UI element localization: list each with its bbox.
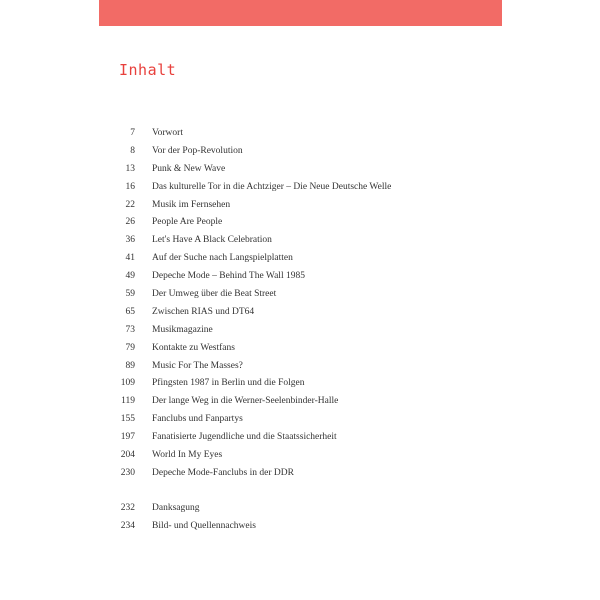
toc-page-number: 36: [125, 235, 135, 246]
toc-entry-title: Musikmagazine: [152, 324, 213, 335]
toc-entry: [99, 253, 502, 271]
toc-page-number: 8: [130, 145, 135, 156]
toc-entry: [99, 217, 502, 235]
toc-entry: [99, 396, 502, 414]
toc-entry-title: Danksagung: [152, 502, 200, 513]
toc-appendix-section: [99, 503, 502, 539]
toc-entry: [99, 503, 502, 521]
toc-page-number: 155: [120, 414, 135, 425]
toc-entry: [99, 146, 502, 164]
toc-entry: [99, 450, 502, 468]
toc-entry-title: Pfingsten 1987 in Berlin und die Folgen: [152, 378, 305, 389]
toc-page-number: 26: [125, 217, 135, 228]
toc-section-gap: [99, 486, 502, 503]
toc-page-number: 22: [125, 199, 135, 210]
toc-page-number: 79: [125, 342, 135, 353]
toc-page-number: 16: [125, 181, 135, 192]
toc-entry-title: Depeche Mode – Behind The Wall 1985: [152, 271, 305, 282]
toc-page-number: 109: [120, 378, 135, 389]
toc-entry: [99, 325, 502, 343]
toc-entry-title: Der lange Weg in die Werner-Seelenbinder-Halle: [152, 396, 339, 407]
toc-entry-title: Das kulturelle Tor in die Achtziger – Die Neue Deutsche Welle: [152, 181, 392, 192]
toc-entry: [99, 182, 502, 200]
toc-entry: [99, 307, 502, 325]
toc-page-number: 65: [125, 306, 135, 317]
toc-entry-title: Auf der Suche nach Langspielplatten: [152, 253, 293, 264]
toc-entry: [99, 521, 502, 539]
toc-page-number: 7: [130, 128, 135, 138]
toc-entry-title: Depeche Mode-Fanclubs in der DDR: [152, 467, 294, 478]
toc-entry-title: Fanclubs und Fanpartys: [152, 414, 243, 425]
toc-main-section: [99, 128, 502, 486]
toc-entry: [99, 128, 502, 146]
toc-entry-title: Musik im Fernsehen: [152, 199, 231, 210]
toc-page-number: 89: [125, 360, 135, 371]
toc-entry-title: Let's Have A Black Celebration: [152, 235, 272, 246]
toc-entry-title: People Are People: [152, 217, 223, 228]
toc-page-number: 230: [120, 467, 135, 478]
toc-heading: Inhalt: [119, 61, 177, 79]
toc-entry: [99, 361, 502, 379]
toc-entry: [99, 200, 502, 218]
toc-entry: [99, 289, 502, 307]
toc-entry-title: Music For The Masses?: [152, 360, 243, 371]
top-color-band: [99, 0, 502, 26]
toc-page-number: 13: [125, 163, 135, 174]
toc-entry: [99, 271, 502, 289]
toc-page-number: 59: [125, 289, 135, 300]
toc-entry-title: Kontakte zu Westfans: [152, 342, 235, 353]
toc-entry-title: Bild- und Quellennachweis: [152, 520, 256, 531]
toc-page-number: 119: [121, 396, 135, 407]
toc-entry: [99, 235, 502, 253]
toc-page-number: 234: [120, 520, 135, 531]
toc-entry: [99, 432, 502, 450]
toc-page-number: 197: [120, 432, 135, 443]
toc-page-number: 41: [125, 253, 135, 264]
toc-page-number: 204: [120, 450, 135, 461]
toc-entry-title: Fanatisierte Jugendliche und die Staatssicherheit: [152, 432, 337, 443]
toc-entry-title: Der Umweg über die Beat Street: [152, 289, 277, 300]
toc-entry: [99, 378, 502, 396]
toc-entry-title: Vorwort: [152, 128, 183, 138]
toc-page-number: 73: [125, 324, 135, 335]
toc-page-number: 49: [125, 271, 135, 282]
table-of-contents: [99, 128, 502, 539]
toc-entry: [99, 414, 502, 432]
book-page: [99, 0, 502, 600]
toc-entry: [99, 164, 502, 182]
toc-entry-title: Vor der Pop-Revolution: [152, 145, 243, 156]
toc-entry-title: Punk & New Wave: [152, 163, 226, 174]
toc-entry-title: Zwischen RIAS und DT64: [152, 306, 255, 317]
toc-entry: [99, 343, 502, 361]
toc-page-number: 232: [120, 502, 135, 513]
toc-entry-title: World In My Eyes: [152, 450, 223, 461]
toc-entry: [99, 468, 502, 486]
